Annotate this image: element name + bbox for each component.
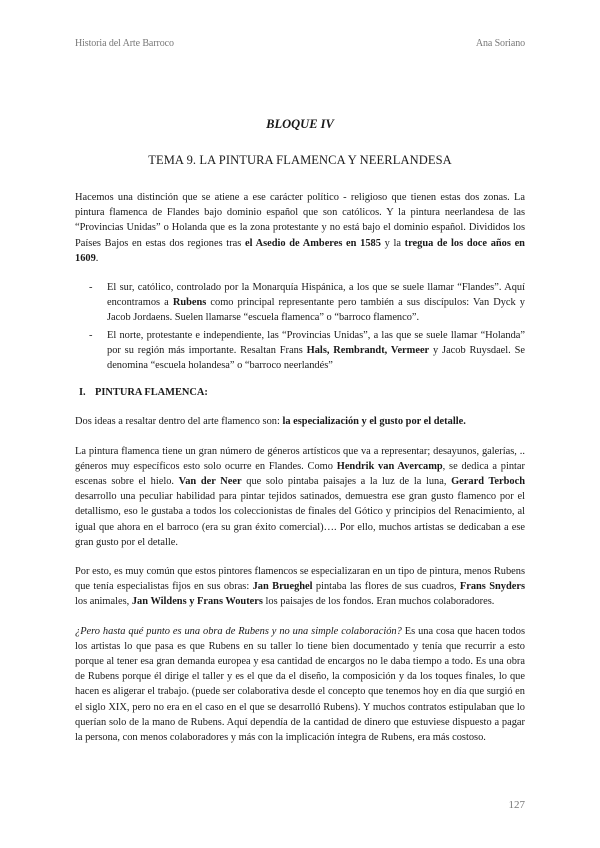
specialists-bold-1: Jan Brueghel [252, 581, 313, 593]
intro-text-2: y la [380, 237, 405, 249]
list-item-north [89, 328, 525, 374]
genres-bold-1: Hendrik van Avercamp [336, 460, 443, 472]
bullet-text: y Jacob Ruysdael. Se denomina “escuela holandesa” o “barroco neerlandés” [107, 344, 525, 372]
bullet-bold: Hals, Rembrandt, Vermeer [306, 344, 430, 356]
specialists-text-1: Por esto, es muy común que estos pintores flamencos se especializaran en un tipo de pintura, menos Rubens que tenía especialistas fijos en sus obras: [75, 566, 525, 593]
specialists-text-3: los animales, [75, 596, 132, 608]
bullet-text: como principal representante pero también a sus discípulos: Van Dyck y Jacob Jordaens. Suelen llamarse “escuela flamenca” o “barroco flamenco”. [107, 297, 525, 324]
list-dash: - [89, 329, 93, 341]
running-header-left: Historia del Arte Barroco [75, 38, 174, 49]
intro-text-3: . [95, 252, 99, 264]
genres-text-1: La pintura flamenca tiene un gran número de géneros artísticos que va a representar; desayunos, galerías, .. géneros muy específicos esto solo ocurre en Flandes. Como [75, 445, 525, 472]
specialists-text-4: los paisajes de los fondos. Eran muchos colaboradores. [262, 596, 495, 608]
question-text: Es una cosa que hacen todos los artistas lo que pasa es que Rubens en su taller lo tiene bien documentado y tenía que recurrir a esto porque al tener esa gran demanda europea y esa cantidad de encargos no le daba tiempo a todo. Es una obra de Rubens porque él dirige el taller y es el que da el diseño, la composición y da los toques finales, lo que hacen es aligerar el trabajo. (puede ser colaborativa desde el concepto que tenemos hoy en día que surgió en el siglo XIX, pero no era en el caso en el que se desarrolló Rubens). Y muchos contratos estipulaban que lo querían solo de la mano de Rubens. Aquí dependía de la cantidad de dinero que estuviese dispuesto a pagar la persona, con menos colaboradores y más con la implicación íntegra de Rubens, era más costoso. [75, 625, 525, 744]
ideas-bold: la especialización y el gusto por el detalle. [282, 416, 466, 428]
ideas-text: Dos ideas a resaltar dentro del arte flamenco son: [75, 416, 283, 428]
ideas-paragraph [75, 414, 525, 429]
specialists-bold-2: Frans Snyders [459, 581, 525, 593]
intro-text-1: Hacemos una distinción que se atiene a ese carácter político - religioso que tienen estas dos zonas. La pintura flamenca de Flandes bajo dominio español que son católicos. Y la pintura neerlandesa de las “Provincias Unidas” o Holanda que es la zona protestante y no está bajo el dominio español. Divididos los Países Bajos en estas dos regiones tras [75, 192, 525, 249]
genres-paragraph [75, 444, 525, 550]
specialists-paragraph [75, 564, 525, 610]
genres-text-4: desarrollo una peculiar habilidad para pintar tejidos satinados, demuestra ese gran gusto flamenco por el detallismo, eso le gustaba a todos los coleccionistas de finales del Gótico y principios del Renacimiento, al igual que ahora en el barroco (era su gran éxito comercial)…. Por ello, muchos artistas se dedicaban a ese gran gusto por el detalle. [75, 491, 525, 548]
genres-bold-2: Van der Neer [178, 476, 242, 488]
section-title: PINTURA FLAMENCA: [95, 387, 208, 399]
tema-title: TEMA 9. LA PINTURA FLAMENCA Y NEERLANDESA [148, 153, 452, 167]
genres-text-2: , se dedica a pintar escenas sobre el hielo. [75, 460, 525, 488]
regions-list [75, 280, 525, 373]
genres-text-3: que solo pintaba paisajes a la luz de la luna, [241, 476, 452, 488]
question-paragraph [75, 624, 525, 746]
block-title: BLOQUE IV [266, 117, 334, 131]
question-italic: ¿Pero hasta qué punto es una obra de Rubens y no una simple colaboración? [75, 625, 402, 637]
page-number: 127 [508, 799, 525, 811]
bullet-bold: Rubens [172, 297, 207, 309]
intro-bold-2: tregua de los doce años en 1609 [75, 237, 525, 264]
bullet-text: El sur, católico, controlado por la Monarquía Hispánica, a los que se suele llamar “Flandes”. Aquí encontramos a [107, 282, 525, 309]
list-dash: - [89, 282, 93, 294]
document-body [75, 190, 525, 759]
specialists-bold-3: Jan Wildens y Frans Wouters [131, 596, 263, 608]
bullet-text: El norte, protestante e independiente, las “Provincias Unidas”, a las que se suele llamar “Holanda” por su región más importante. Resaltan Frans [107, 329, 525, 356]
running-header-right: Ana Soriano [475, 38, 525, 49]
section-heading [79, 385, 525, 400]
specialists-text-2: pintaba las flores de sus cuadros, [312, 581, 460, 593]
intro-paragraph [75, 190, 525, 266]
genres-bold-3: Gerard Terboch [451, 476, 526, 488]
section-number: I. [79, 387, 86, 399]
intro-bold-1: el Asedio de Amberes en 1585 [244, 237, 381, 249]
list-item-south [89, 280, 525, 326]
